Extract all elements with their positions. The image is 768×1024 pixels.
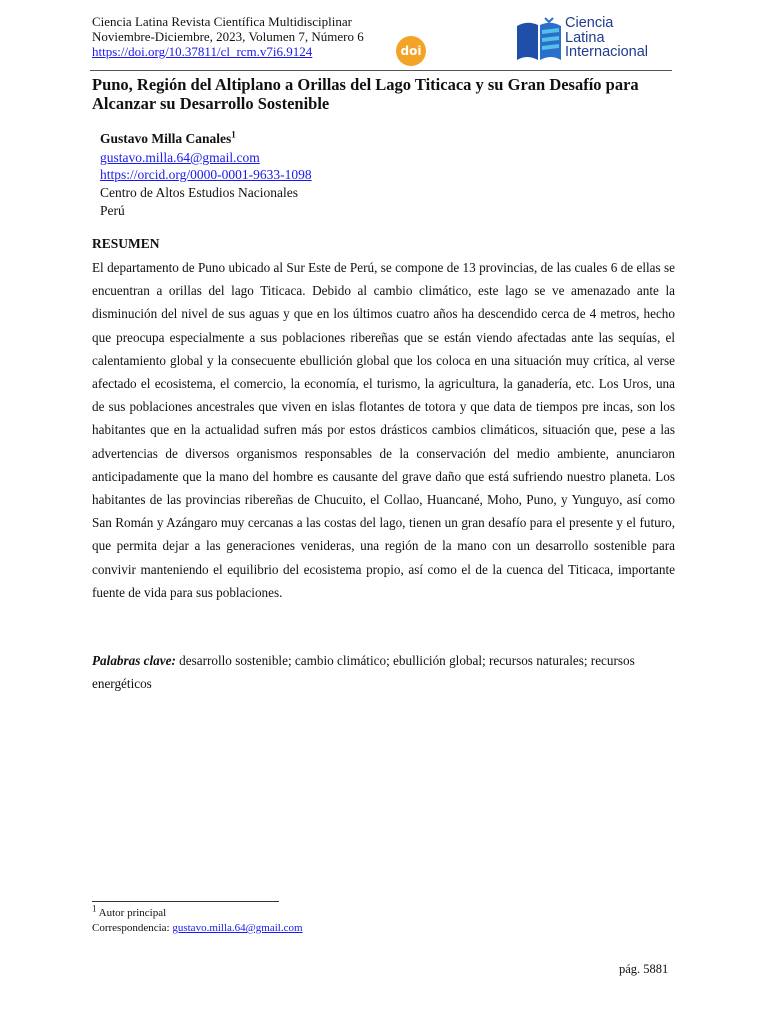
- issue-info: Noviembre-Diciembre, 2023, Volumen 7, Número 6: [92, 29, 364, 44]
- ciencia-latina-logo: [515, 16, 675, 64]
- abstract-heading: RESUMEN: [92, 236, 160, 251]
- paper-title: Puno, Región del Altiplano a Orillas del Lago Titicaca y su Gran Desafío para Alcanzar su Desarrollo Sostenible: [92, 75, 639, 113]
- author-orcid-link[interactable]: https://orcid.org/0000-0001-9633-1098: [100, 167, 312, 182]
- author-country: Perú: [100, 203, 125, 218]
- header-divider: [90, 70, 672, 71]
- keywords: [92, 649, 675, 695]
- author-email-link[interactable]: gustavo.milla.64@gmail.com: [100, 150, 260, 165]
- page-number: pág. 5881: [619, 962, 669, 976]
- keywords-label: Palabras clave:: [92, 653, 176, 668]
- brand-line-3: Internacional: [565, 44, 649, 60]
- doi-logo-icon: doi: [396, 36, 426, 66]
- footnote-correspondence: Correspondencia: gustavo.milla.64@gmail.com: [92, 922, 303, 934]
- author-institution: Centro de Altos Estudios Nacionales: [100, 185, 298, 200]
- footnote-divider: [92, 901, 279, 902]
- brand-line-1: Ciencia: [565, 15, 614, 31]
- footnote-author: $^1$ Autor principal: [92, 903, 167, 919]
- author-name: Gustavo Milla Canales$^1$: [100, 129, 236, 146]
- open-book-icon: [515, 16, 563, 64]
- footnote-email-link[interactable]: gustavo.milla.64@gmail.com: [172, 922, 303, 934]
- journal-name: Ciencia Latina Revista Científica Multidisciplinar: [92, 14, 352, 29]
- abstract-text: El departamento de Puno ubicado al Sur Este de Perú, se compone de 13 provincias, de las cuales 6 de ellas se encuentran a orillas del lago Titicaca. Debido al cambio climático, este lago se ve amenazado ante la disminución del nivel de sus aguas y que en los últimos cuatro años ha descendido cerca de 4 metros, hecho que preocupa especialmente a sus poblaciones ribereñas que se están viendo afectadas ante las sequías, el calentamiento global y la consecuente ebullición global que los coloca en una situación muy crítica, al verse afectado el ecosistema, el comercio, la economía, el turismo, la agricultura, la ganadería, etc. Los Uros, una de sus poblaciones ancestrales que viven en islas flotantes de totora y que data de tiempos pre incas, son los habitantes que en la actualidad sufren más por estos drásticos cambios climáticos, situación que, pese a las advertencias de diversos organismos responsables de la conservación del medio ambiente, anunciaron anticipadamente que la mano del hombre es causante del grave daño que está sufriendo nuestro planeta. Los habitantes de las provincias ribereñas de Chucuito, el Collao, Huancané, Moho, Puno, y Yunguyo, así como San Román y Azángaro muy cercanas a las costas del lago, tienen un gran desafío para el presente y el futuro, que permita dejar a las generaciones venideras, una región de la mano con un desarrollo sostenible para convivir manteniendo el equilibrio del ecosistema propio, así como el de la cuenca del Titicaca, importante fuente de vida para sus poblaciones.: [92, 260, 675, 600]
- doi-link[interactable]: https://doi.org/10.37811/cl_rcm.v7i6.9124: [92, 44, 313, 59]
- keywords-text: desarrollo sostenible; cambio climático; ebullición global; recursos naturales; recursos energéticos: [92, 653, 635, 692]
- brand-line-2: Latina: [565, 29, 605, 46]
